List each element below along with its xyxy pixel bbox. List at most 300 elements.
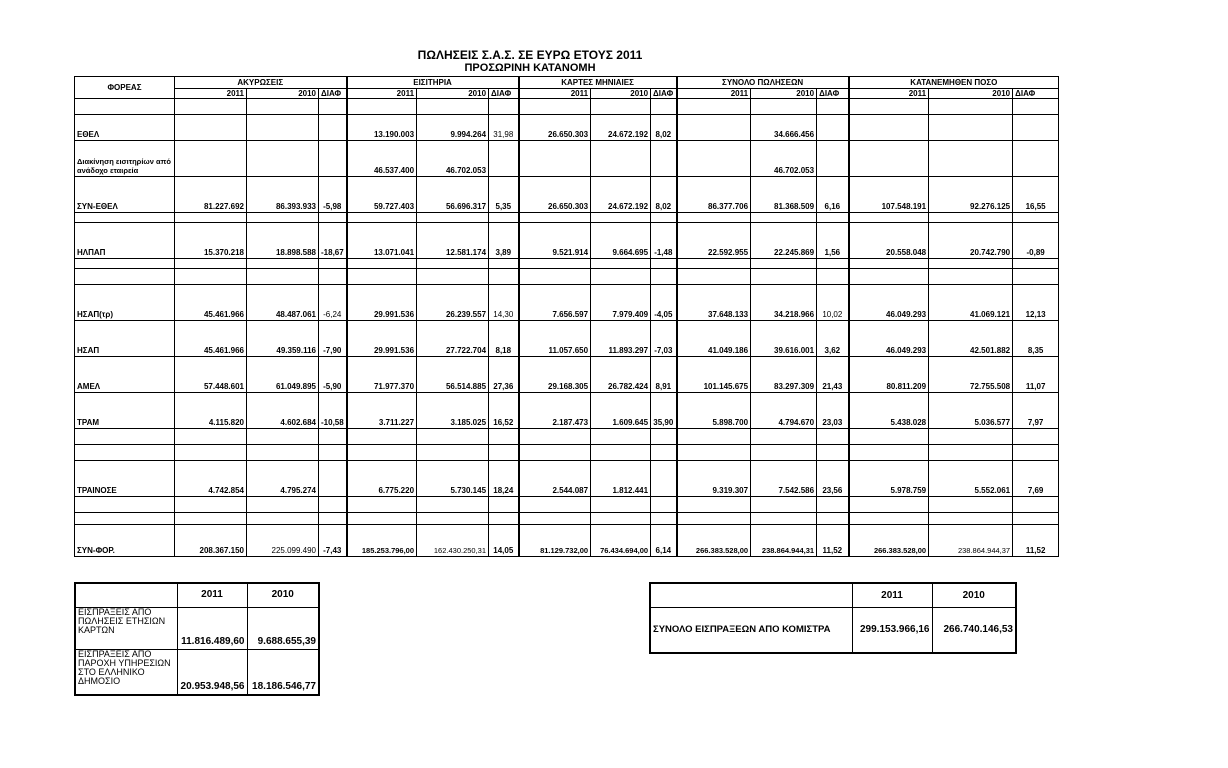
spacer-cell [591, 213, 651, 223]
spacer-cell [319, 213, 347, 223]
diff-cell: 31,98 [489, 115, 519, 141]
value-2011: 299.153.966,16 [852, 607, 932, 653]
spacer-cell [817, 99, 849, 115]
year-2010-header: 2010 [247, 89, 319, 99]
spacer-cell [677, 445, 751, 461]
diff-cell: -4,05 [651, 285, 677, 321]
value-cell: 20.742.790 [929, 223, 1013, 259]
value-cell: 37.648.133 [677, 285, 751, 321]
year-2011-header: 2011 [519, 89, 591, 99]
spacer-cell [75, 213, 175, 223]
value-cell: 29.991.536 [347, 285, 417, 321]
spacer-cell [489, 259, 519, 269]
value-cell: 1.812.441 [591, 461, 651, 497]
value-cell: 4.794.670 [751, 393, 817, 429]
spacer-cell [849, 213, 929, 223]
diff-cell: 11,52 [1013, 525, 1059, 557]
value-cell [849, 115, 929, 141]
diff-cell: 11,52 [817, 525, 849, 557]
spacer-cell [677, 99, 751, 115]
value-cell: 24.672.192 [591, 177, 651, 213]
value-cell: 2.187.473 [519, 393, 591, 429]
value-cell [677, 115, 751, 141]
value-cell: 107.548.191 [849, 177, 929, 213]
value-2010: 18.186.546,77 [247, 649, 319, 695]
diff-cell [651, 461, 677, 497]
value-cell: 26.239.557 [417, 285, 489, 321]
diff-cell: -18,67 [319, 223, 347, 259]
spacer-cell [849, 497, 929, 513]
spacer-cell [817, 429, 849, 445]
row-label: ΕΘΕΛ [75, 115, 175, 141]
value-cell [929, 115, 1013, 141]
value-cell: 46.702.053 [751, 141, 817, 177]
spacer-cell [247, 497, 319, 513]
spacer-cell [929, 99, 1013, 115]
year-2010-header: 2010 [591, 89, 651, 99]
diff-header: ΔΙΑΦ [817, 89, 849, 99]
spacer-cell [489, 513, 519, 525]
spacer-cell [75, 259, 175, 269]
spacer-cell [751, 213, 817, 223]
value-cell: 34.666.456 [751, 115, 817, 141]
diff-cell: 5,35 [489, 177, 519, 213]
value-cell: 34.218.966 [751, 285, 817, 321]
row-label: ΗΛΠΑΠ [75, 223, 175, 259]
row-label: ΤΡΑΜ [75, 393, 175, 429]
spacer-cell [929, 269, 1013, 285]
diff-cell [817, 141, 849, 177]
spacer-cell [489, 99, 519, 115]
spacer-cell [1013, 429, 1059, 445]
spacer-cell [519, 445, 591, 461]
spacer-cell [849, 99, 929, 115]
value-cell: 18.898.588 [247, 223, 319, 259]
value-cell: 4.795.274 [247, 461, 319, 497]
spacer-cell [751, 497, 817, 513]
spacer-cell [347, 513, 417, 525]
value-cell [849, 141, 929, 177]
spacer-cell [519, 429, 591, 445]
value-cell: 76.434.694,00 [591, 525, 651, 557]
diff-cell [319, 461, 347, 497]
diff-header: ΔΙΑΦ [1013, 89, 1059, 99]
spacer-cell [175, 429, 247, 445]
value-cell: 12.581.174 [417, 223, 489, 259]
spacer-cell [489, 269, 519, 285]
diff-cell [319, 115, 347, 141]
row-label-annual-cards: ΕΙΣΠΡΑΞΕΙΣ ΑΠΟ ΠΩΛΗΣΕΙΣ ΕΤΗΣΙΩΝ ΚΑΡΤΩΝ [75, 607, 177, 649]
spacer-cell [75, 445, 175, 461]
spacer-cell [1013, 213, 1059, 223]
spacer-cell [347, 269, 417, 285]
spacer-cell [591, 513, 651, 525]
diff-cell: 23,56 [817, 461, 849, 497]
value-cell: 45.461.966 [175, 285, 247, 321]
diff-cell: -7,90 [319, 321, 347, 357]
row-label: ΣΥΝ-ΕΘΕΛ [75, 177, 175, 213]
diff-cell: 6,14 [651, 525, 677, 557]
spacer-cell [175, 99, 247, 115]
value-cell: 27.722.704 [417, 321, 489, 357]
value-cell: 4.115.820 [175, 393, 247, 429]
spacer-cell [347, 99, 417, 115]
value-cell [519, 141, 591, 177]
group-header-monthly-cards: ΚΑΡΤΕΣ ΜΗΝΙΑΙΕΣ [519, 77, 677, 89]
spacer-cell [75, 429, 175, 445]
year-2011-header: 2011 [677, 89, 751, 99]
year-2011-header: 2011 [177, 583, 247, 607]
value-cell: 57.448.601 [175, 357, 247, 393]
spacer-cell [519, 513, 591, 525]
spacer-cell [591, 269, 651, 285]
value-cell: 49.359.116 [247, 321, 319, 357]
spacer-cell [175, 213, 247, 223]
spacer-cell [849, 513, 929, 525]
diff-cell: 8,02 [651, 177, 677, 213]
value-cell: 9.521.914 [519, 223, 591, 259]
value-2010: 9.688.655,39 [247, 607, 319, 649]
value-cell: 26.650.303 [519, 115, 591, 141]
diff-cell: -1,48 [651, 223, 677, 259]
value-cell: 101.145.675 [677, 357, 751, 393]
value-cell: 266.383.528,00 [677, 525, 751, 557]
value-cell [175, 141, 247, 177]
diff-cell: 7,97 [1013, 393, 1059, 429]
diff-cell: 8,18 [489, 321, 519, 357]
value-cell: 9.664.695 [591, 223, 651, 259]
table-row [75, 525, 1059, 557]
diff-cell: 16,52 [489, 393, 519, 429]
row-label: ΣΥΝ-ΦΟΡ. [75, 525, 175, 557]
spacer-cell [417, 445, 489, 461]
spacer-cell [651, 445, 677, 461]
value-cell: 29.991.536 [347, 321, 417, 357]
diff-cell: 12,13 [1013, 285, 1059, 321]
spacer-cell [929, 429, 1013, 445]
diff-cell: -5,98 [319, 177, 347, 213]
diff-cell: 3,89 [489, 223, 519, 259]
value-2010: 266.740.146,53 [932, 607, 1016, 653]
value-cell: 46.702.053 [417, 141, 489, 177]
diff-cell: 21,43 [817, 357, 849, 393]
year-2010-header: 2010 [751, 89, 817, 99]
value-cell: 3.711.227 [347, 393, 417, 429]
value-cell: 39.616.001 [751, 321, 817, 357]
spacer-cell [817, 259, 849, 269]
spacer-cell [751, 269, 817, 285]
spacer-cell [751, 99, 817, 115]
diff-cell: 23,03 [817, 393, 849, 429]
spacer-cell [175, 497, 247, 513]
diff-cell: 35,90 [651, 393, 677, 429]
year-2011-header: 2011 [175, 89, 247, 99]
value-cell: 9.994.264 [417, 115, 489, 141]
spacer-cell [651, 99, 677, 115]
spacer-cell [1013, 513, 1059, 525]
spacer-cell [417, 213, 489, 223]
diff-cell: 8,35 [1013, 321, 1059, 357]
spacer-cell [489, 445, 519, 461]
value-cell: 5.978.759 [849, 461, 929, 497]
spacer-cell [417, 429, 489, 445]
spacer-cell [751, 513, 817, 525]
value-cell: 42.501.882 [929, 321, 1013, 357]
year-2010-header: 2010 [929, 89, 1013, 99]
spacer-cell [347, 429, 417, 445]
spacer-cell [347, 213, 417, 223]
value-cell: 3.185.025 [417, 393, 489, 429]
value-cell: 4.602.684 [247, 393, 319, 429]
value-cell: 29.168.305 [519, 357, 591, 393]
diff-cell [1013, 141, 1059, 177]
spacer-cell [929, 513, 1013, 525]
spacer-cell [489, 213, 519, 223]
value-cell [929, 141, 1013, 177]
spacer-cell [319, 259, 347, 269]
value-cell: 238.864.944,31 [751, 525, 817, 557]
year-2011-header: 2011 [347, 89, 417, 99]
group-header-cancellations: ΑΚΥΡΩΣΕΙΣ [175, 77, 347, 89]
diff-cell: 10,02 [817, 285, 849, 321]
value-cell: 5.730.145 [417, 461, 489, 497]
spacer-cell [651, 513, 677, 525]
spacer-cell [929, 445, 1013, 461]
group-header-tickets: ΕΙΣΙΤΗΡΙΑ [347, 77, 519, 89]
page-title: ΠΩΛΗΣΕΙΣ Σ.Α.Σ. ΣΕ ΕΥΡΩ ΕΤΟΥΣ 2011 [417, 48, 643, 62]
spacer-cell [591, 259, 651, 269]
spacer-cell [817, 497, 849, 513]
spacer-cell [247, 99, 319, 115]
spacer-cell [817, 445, 849, 461]
spacer-cell [677, 513, 751, 525]
value-cell: 15.370.218 [175, 223, 247, 259]
value-cell: 41.069.121 [929, 285, 1013, 321]
value-cell: 46.049.293 [849, 285, 929, 321]
spacer-cell [1013, 99, 1059, 115]
spacer-cell [929, 259, 1013, 269]
row-label: Διακίνηση εισιτηρίων από ανάδοχο εταιρεία [75, 141, 175, 177]
value-cell: 225.099.490 [247, 525, 319, 557]
spacer-cell [417, 513, 489, 525]
value-cell [247, 141, 319, 177]
value-cell: 5.036.577 [929, 393, 1013, 429]
diff-cell: -0,89 [1013, 223, 1059, 259]
spacer-cell [751, 445, 817, 461]
value-cell [247, 115, 319, 141]
diff-cell: 14,30 [489, 285, 519, 321]
group-header-total-sales: ΣΥΝΟΛΟ ΠΩΛΗΣΕΩΝ [677, 77, 849, 89]
value-cell: 24.672.192 [591, 115, 651, 141]
diff-header: ΔΙΑΦ [319, 89, 347, 99]
diff-header: ΔΙΑΦ [651, 89, 677, 99]
value-cell: 13.190.003 [347, 115, 417, 141]
spacer-cell [751, 429, 817, 445]
spacer-cell [247, 513, 319, 525]
value-cell [175, 115, 247, 141]
value-cell: 86.377.706 [677, 177, 751, 213]
spacer-cell [75, 513, 175, 525]
value-2011: 20.953.948,56 [177, 649, 247, 695]
row-label: ΑΜΕΛ [75, 357, 175, 393]
table-row [75, 321, 1059, 357]
value-2011: 11.816.489,60 [177, 607, 247, 649]
spacer-cell [929, 213, 1013, 223]
total-fare-revenue-label: ΣΥΝΟΛΟ ΕΙΣΠΡΑΞΕΩΝ ΑΠΟ ΚΟΜΙΣΤΡΑ [650, 607, 852, 653]
value-cell: 46.537.400 [347, 141, 417, 177]
spacer-cell [651, 213, 677, 223]
value-cell: 2.544.087 [519, 461, 591, 497]
spacer-cell [417, 99, 489, 115]
spacer-cell [75, 99, 175, 115]
table-row [75, 393, 1059, 429]
row-label: ΤΡΑΙΝΟΣΕ [75, 461, 175, 497]
spacer-cell [1013, 259, 1059, 269]
spacer-cell [677, 259, 751, 269]
diff-cell: -5,90 [319, 357, 347, 393]
diff-cell [319, 141, 347, 177]
spacer-cell [651, 429, 677, 445]
value-cell: 20.558.048 [849, 223, 929, 259]
page-subtitle: ΠΡΟΣΩΡΙΝΗ ΚΑΤΑΝΟΜΗ [464, 62, 596, 74]
spacer-cell [751, 259, 817, 269]
spacer-cell [175, 259, 247, 269]
spacer-cell [519, 213, 591, 223]
spacer-cell [1013, 269, 1059, 285]
value-cell: 46.049.293 [849, 321, 929, 357]
value-cell [677, 141, 751, 177]
value-cell: 13.071.041 [347, 223, 417, 259]
value-cell: 86.393.933 [247, 177, 319, 213]
row-label: ΗΣΑΠ(τρ) [75, 285, 175, 321]
spacer-cell [247, 269, 319, 285]
year-2010-header: 2010 [247, 583, 319, 607]
spacer-cell [677, 213, 751, 223]
diff-cell: 18,24 [489, 461, 519, 497]
spacer-cell [489, 497, 519, 513]
year-2011-header: 2011 [852, 583, 932, 607]
value-cell [591, 141, 651, 177]
group-header-allocated-amount: ΚΑΤΑΝΕΜΗΘΕΝ ΠΟΣΟ [849, 77, 1059, 89]
value-cell: 71.977.370 [347, 357, 417, 393]
value-cell: 9.319.307 [677, 461, 751, 497]
blank-cell [650, 583, 852, 607]
year-2011-header: 2011 [849, 89, 929, 99]
diff-cell: 6,16 [817, 177, 849, 213]
spacer-cell [849, 445, 929, 461]
table-row [75, 223, 1059, 259]
diff-cell: 1,56 [817, 223, 849, 259]
value-cell: 11.893.297 [591, 321, 651, 357]
spacer-cell [1013, 445, 1059, 461]
spacer-cell [591, 99, 651, 115]
value-cell: 1.609.645 [591, 393, 651, 429]
spacer-cell [347, 259, 417, 269]
spacer-cell [591, 429, 651, 445]
value-cell: 238.864.944,37 [929, 525, 1013, 557]
spacer-cell [347, 445, 417, 461]
spacer-cell [175, 513, 247, 525]
spacer-cell [677, 269, 751, 285]
spacer-cell [319, 99, 347, 115]
value-cell: 81.227.692 [175, 177, 247, 213]
spacer-cell [849, 429, 929, 445]
table-row [75, 177, 1059, 213]
year-2010-header: 2010 [417, 89, 489, 99]
spacer-cell [319, 513, 347, 525]
value-cell: 5.898.700 [677, 393, 751, 429]
table-row [75, 285, 1059, 321]
table-row [75, 357, 1059, 393]
spacer-cell [175, 445, 247, 461]
diff-cell: 27,36 [489, 357, 519, 393]
value-cell: 26.782.424 [591, 357, 651, 393]
blank-cell [75, 583, 177, 607]
spacer-cell [417, 497, 489, 513]
spacer-cell [347, 497, 417, 513]
spacer-cell [247, 429, 319, 445]
spacer-cell [247, 213, 319, 223]
spacer-cell [817, 269, 849, 285]
value-cell: 7.542.586 [751, 461, 817, 497]
table-row [75, 461, 1059, 497]
value-cell: 80.811.209 [849, 357, 929, 393]
spacer-cell [417, 259, 489, 269]
spacer-cell [1013, 497, 1059, 513]
value-cell: 6.775.220 [347, 461, 417, 497]
value-cell: 4.742.854 [175, 461, 247, 497]
spacer-cell [519, 269, 591, 285]
spacer-cell [651, 259, 677, 269]
value-cell: 7.979.409 [591, 285, 651, 321]
value-cell: 56.696.317 [417, 177, 489, 213]
spacer-cell [651, 269, 677, 285]
fare-revenue-table [649, 582, 1017, 654]
sales-table [74, 76, 1059, 557]
spacer-cell [677, 429, 751, 445]
diff-cell: -6,24 [319, 285, 347, 321]
diff-cell [817, 115, 849, 141]
value-cell: 92.276.125 [929, 177, 1013, 213]
diff-cell [651, 141, 677, 177]
spacer-cell [319, 497, 347, 513]
diff-cell: 8,91 [651, 357, 677, 393]
value-cell: 61.049.895 [247, 357, 319, 393]
spacer-cell [591, 497, 651, 513]
value-cell: 208.367.150 [175, 525, 247, 557]
value-cell: 5.438.028 [849, 393, 929, 429]
spacer-cell [849, 259, 929, 269]
diff-cell [1013, 115, 1059, 141]
spacer-cell [519, 497, 591, 513]
diff-cell: -10,58 [319, 393, 347, 429]
spacer-cell [677, 497, 751, 513]
spacer-cell [319, 269, 347, 285]
row-label-public-services: ΕΙΣΠΡΑΞΕΙΣ ΑΠΟ ΠΑΡΟΧΗ ΥΠΗΡΕΣΙΩΝ ΣΤΟ ΕΛΛΗΝΙΚΟ ΔΗΜΟΣΙΟ [75, 649, 177, 695]
spacer-cell [319, 445, 347, 461]
value-cell: 5.552.061 [929, 461, 1013, 497]
value-cell: 266.383.528,00 [849, 525, 929, 557]
value-cell: 185.253.796,00 [347, 525, 417, 557]
value-cell: 11.057.650 [519, 321, 591, 357]
diff-cell [489, 141, 519, 177]
value-cell: 41.049.186 [677, 321, 751, 357]
value-cell: 162.430.250,31 [417, 525, 489, 557]
spacer-cell [651, 497, 677, 513]
operator-header: ΦΟΡΕΑΣ [75, 77, 175, 99]
year-2010-header: 2010 [932, 583, 1016, 607]
table-row [75, 141, 1059, 177]
